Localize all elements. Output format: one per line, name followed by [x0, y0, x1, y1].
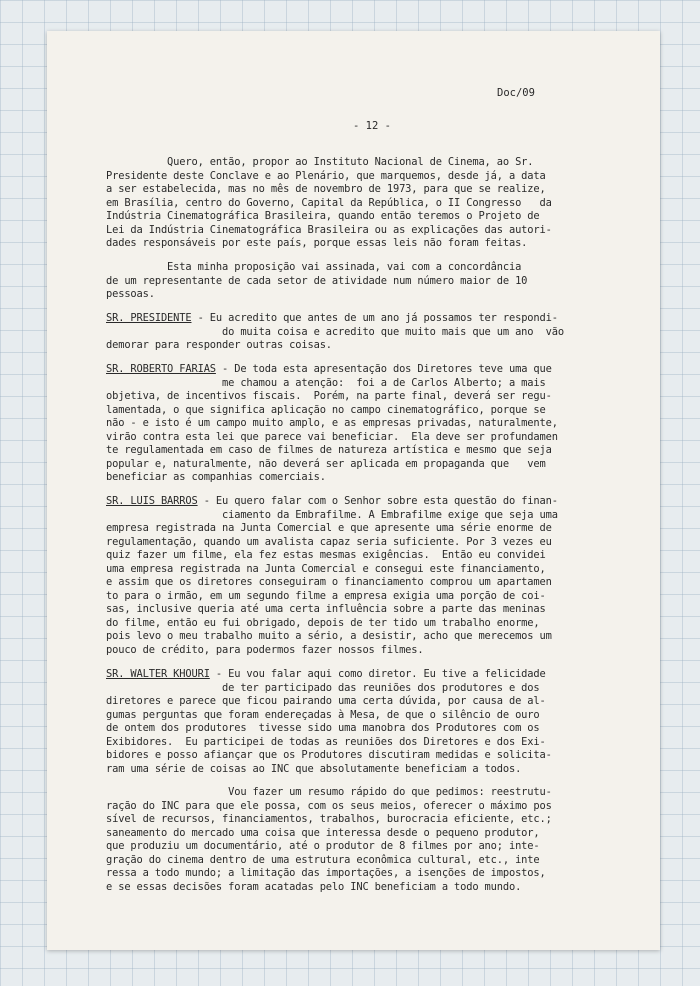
- body-line: Presidente deste Conclave e ao Plenário, que marquemos, desde já, a data: [106, 169, 546, 182]
- body-line: em Brasília, centro do Governo, Capital da República, o II Congresso da: [106, 196, 552, 209]
- body-line: sas, inclusive queria até uma certa influência sobre a parte das meninas: [106, 603, 546, 615]
- speaker-line: SR. WALTER KHOURI - Eu vou falar aqui como diretor. Eu tive a felicidade: [106, 668, 546, 680]
- body-line: de um representante de cada setor de atividade num número maior de 10: [106, 274, 528, 287]
- body-line: pessoas.: [106, 288, 155, 300]
- body-line: popular e, naturalmente, não deverá ser aplicada em propaganda que vem: [106, 457, 546, 470]
- body-line: dades responsáveis por este país, porque essas leis não foram feitas.: [106, 237, 528, 249]
- body-line: ressa a todo mundo; a limitação das importações, a isenções de impostos,: [106, 867, 546, 879]
- body-line: pois levo o meu trabalho muito a sério, a desistir, acho que merecemos um: [106, 630, 552, 642]
- body-line: do muita coisa e acredito que muito mais que um ano vão: [106, 325, 564, 338]
- body-line: virão contra esta lei que parece vai beneficiar. Ela deve ser profundamen: [106, 430, 558, 443]
- document-id: Doc/09: [497, 87, 535, 99]
- body-line: que produziu um documentário, até o produtor de 8 filmes por ano; inte-: [106, 840, 540, 852]
- body-line: sível de recursos, financiamentos, trabalhos, burocracia eficiente, etc.;: [106, 813, 552, 825]
- body-line: Vou fazer um resumo rápido do que pedimos: reestrutu-: [106, 786, 552, 798]
- body-line: objetiva, de incentivos fiscais. Porém, na parte final, deverá ser regu-: [106, 390, 552, 402]
- body-line: bidores e posso afiançar que os Produtores discutiram medidas e solicita-: [106, 749, 552, 761]
- body-line: não - e isto é um campo muito amplo, e as empresas privadas, naturalmente,: [106, 417, 558, 429]
- body-line: ração do INC para que ele possa, com os seus meios, oferecer o máximo pos: [106, 799, 552, 812]
- speaker-line: SR. ROBERTO FARIAS - De toda esta apresentação dos Diretores teve uma que: [106, 363, 552, 375]
- body-line: ram uma série de coisas ao INC que absolutamente beneficiam a todos.: [106, 762, 522, 775]
- body-line: beneficiar as companhias comerciais.: [106, 471, 326, 483]
- speaker-line: SR. LUIS BARROS - Eu quero falar com o Senhor sobre esta questão do finan-: [106, 495, 558, 507]
- body-line: pouco de crédito, para podermos fazer nossos filmes.: [106, 643, 424, 656]
- body-line: e se essas decisões foram acatadas pelo INC beneficiam a todo mundo.: [106, 880, 522, 893]
- body-line: Quero, então, propor ao Instituto Nacional de Cinema, ao Sr.: [106, 156, 534, 168]
- body-line: Esta minha proposição vai assinada, vai com a concordância: [106, 261, 522, 273]
- body-line: demorar para responder outras coisas.: [106, 339, 332, 351]
- body-line: de ontem dos produtores tivesse sido uma manobra dos Produtores com os: [106, 722, 540, 734]
- body-line: me chamou a atenção: foi a de Carlos Alberto; a mais: [106, 376, 546, 389]
- body-line: e assim que os diretores conseguiram o financiamento comprou um apartamen: [106, 576, 552, 588]
- document-page: [47, 31, 660, 950]
- body-line: do filme, então eu fui obrigado, depois de ter tido um trabalho enorme,: [106, 616, 540, 629]
- body-line: empresa registrada na Junta Comercial e que apresente uma série enorme de: [106, 522, 552, 534]
- body-line: Exibidores. Eu participei de todas as reuniões dos Diretores e dos Exi-: [106, 735, 546, 748]
- body-line: Lei da Indústria Cinematográfica Brasileira ou as explicações das autori-: [106, 223, 552, 236]
- body-line: gração do cinema dentro de uma estrutura econômica cultural, etc., inte: [106, 853, 540, 866]
- speaker-name: SR. PRESIDENTE: [106, 312, 192, 324]
- page-number: - 12 -: [353, 120, 391, 132]
- body-line: lamentada, o que significa aplicação no campo cinematográfico, porque se: [106, 403, 546, 416]
- speaker-line: SR. PRESIDENTE - Eu acredito que antes de um ano já possamos ter respondi-: [106, 312, 558, 324]
- body-line: to para o irmão, em um segundo filme a empresa exigia uma porção de coi-: [106, 589, 546, 602]
- body-line: quiz fazer um filme, ela fez estas mesmas exigências. Então eu convidei: [106, 549, 546, 561]
- body-line: gumas perguntas que foram endereçadas à Mesa, de que o silêncio de ouro: [106, 708, 540, 721]
- speaker-name: SR. LUIS BARROS: [106, 495, 198, 507]
- body-line: de ter participado das reuniões dos produtores e dos: [106, 681, 540, 694]
- body-line: saneamento do mercado uma coisa que interessa desde o pequeno produtor,: [106, 826, 540, 839]
- speaker-name: SR. WALTER KHOURI: [106, 668, 210, 680]
- body-line: te regulamentada em caso de filmes de natureza artística e mesmo que seja: [106, 444, 552, 456]
- body-line: diretores e parece que ficou pairando uma certa dúvida, por causa de al-: [106, 695, 546, 707]
- body-line: regulamentação, quando um avalista capaz seria suficiente. Por 3 vezes eu: [106, 535, 552, 548]
- body-line: ciamento da Embrafilme. A Embrafilme exige que seja uma: [106, 508, 558, 521]
- body-line: uma empresa registrada na Junta Comercial e consegui este financiamento,: [106, 562, 546, 575]
- body-line: a ser estabelecida, mas no mês de novembro de 1973, para que se realize,: [106, 183, 546, 195]
- body-line: Indústria Cinematográfica Brasileira, quando então teremos o Projeto de: [106, 210, 540, 222]
- speaker-name: SR. ROBERTO FARIAS: [106, 363, 216, 375]
